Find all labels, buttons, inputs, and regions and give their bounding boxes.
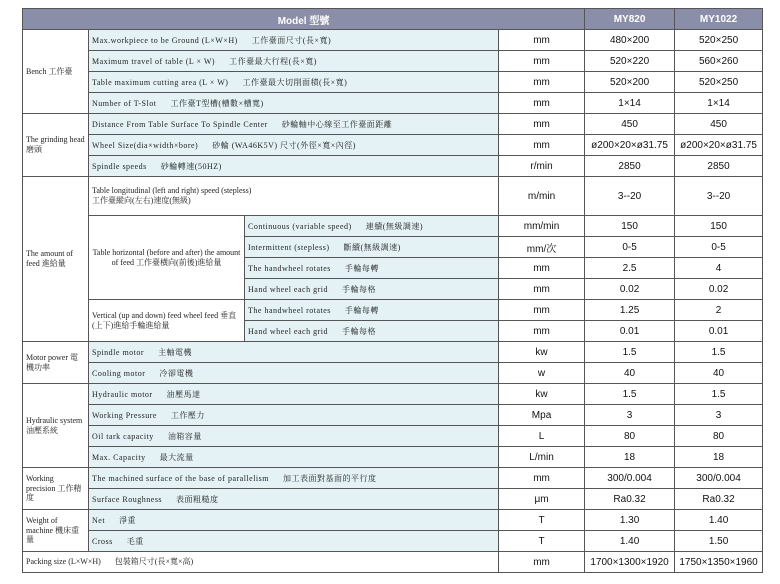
row-value-my820: 0-5: [585, 237, 675, 258]
subgroup-feed-horizontal: Table horizontal (before and after) the amount of feed 工作臺橫向(前後)進給量: [89, 216, 245, 300]
row-unit: mm: [499, 135, 585, 156]
row-label-zh: 手輪每轉: [344, 305, 379, 315]
row-value-my1022: 560×260: [675, 51, 763, 72]
row-value-my820: 3--20: [585, 177, 675, 216]
row-unit: L: [499, 426, 585, 447]
table-row: [23, 72, 763, 93]
row-unit: kw: [499, 342, 585, 363]
row-label: Max. Capacity: [92, 452, 146, 462]
group-motor: Motor power 電機功率: [23, 342, 89, 384]
row-value-my820: 18: [585, 447, 675, 468]
row-label-zh: 手輪每格: [341, 326, 376, 336]
row-unit: mm: [499, 258, 585, 279]
row-unit: mm: [499, 300, 585, 321]
table-row: [23, 468, 763, 489]
row-label-zh: 砂輪轉速(50HZ): [160, 161, 222, 171]
table-row: [23, 93, 763, 114]
row-value-my1022: 1.50: [675, 531, 763, 552]
row-value-my820: 0.01: [585, 321, 675, 342]
row-label-zh: 毛重: [126, 536, 144, 546]
row-unit: mm: [499, 93, 585, 114]
row-value-my1022: 18: [675, 447, 763, 468]
table-row: [23, 384, 763, 405]
table-row: [23, 426, 763, 447]
row-label: Wheel Size(dia×width×bore): [92, 140, 199, 150]
row-unit: μm: [499, 489, 585, 510]
row-label-zh: 砂輪軸中心線至工作臺面距離: [281, 119, 393, 129]
row-label-zh: 工作臺縱向(左右)速度(無級): [92, 196, 191, 205]
row-value-my1022: 520×250: [675, 30, 763, 51]
row-value-my820: 1.5: [585, 342, 675, 363]
row-value-my1022: 1.40: [675, 510, 763, 531]
row-label: Table longitudinal (left and right) speed (stepless): [92, 186, 252, 195]
row-label-zh: 砂輪 (WA46K5V) 尺寸(外徑×寬×內徑): [212, 140, 356, 150]
row-label: Hydraulic motor: [92, 389, 153, 399]
group-precision: Working precision 工作精度: [23, 468, 89, 510]
table-row: [23, 552, 763, 573]
table-row: [23, 531, 763, 552]
row-value-my1022: 3: [675, 405, 763, 426]
row-label-zh: 油箱容量: [167, 431, 202, 441]
row-value-my1022: 450: [675, 114, 763, 135]
table-row: [23, 363, 763, 384]
row-unit: kw: [499, 384, 585, 405]
row-value-my820: 80: [585, 426, 675, 447]
row-value-my1022: 1×14: [675, 93, 763, 114]
header-col-my1022: MY1022: [675, 9, 763, 30]
row-label: Spindle speeds: [92, 161, 147, 171]
row-value-my1022: 40: [675, 363, 763, 384]
row-value-my820: 1.25: [585, 300, 675, 321]
row-label: Number of T-Slot: [92, 98, 157, 108]
group-feed: The amount of feed 進給量: [23, 177, 89, 342]
row-label-zh: 加工表面對基面的平行度: [283, 473, 377, 483]
row-unit: mm: [499, 72, 585, 93]
row-label-zh: 手輪每格: [341, 284, 376, 294]
row-value-my820: ø200×20×ø31.75: [585, 135, 675, 156]
table-row: [23, 342, 763, 363]
row-value-my820: 1.5: [585, 384, 675, 405]
row-label: Spindle motor: [92, 347, 145, 357]
table-row: [23, 300, 763, 321]
row-value-my820: 1×14: [585, 93, 675, 114]
row-unit: mm: [499, 51, 585, 72]
table-row: [23, 510, 763, 531]
group-grinding-head: The grinding head 磨頭: [23, 114, 89, 177]
table-header: [23, 9, 763, 30]
row-label: Hand wheel each grid: [248, 326, 328, 336]
header-model: Model 型號: [23, 9, 585, 30]
row-label: Max.workpiece to be Ground (L×W×H): [92, 35, 238, 45]
row-value-my1022: Ra0.32: [675, 489, 763, 510]
row-value-my1022: ø200×20×ø31.75: [675, 135, 763, 156]
row-value-my820: 480×200: [585, 30, 675, 51]
group-bench: Bench 工作臺: [23, 30, 89, 114]
row-value-my820: 150: [585, 216, 675, 237]
row-label-zh: 工作壓力: [170, 410, 205, 420]
table-row: [23, 405, 763, 426]
row-value-my820: 520×220: [585, 51, 675, 72]
row-label-zh: 手輪每轉: [344, 263, 379, 273]
row-unit: mm: [499, 321, 585, 342]
row-value-my1022: 3--20: [675, 177, 763, 216]
table-row: [23, 114, 763, 135]
row-value-my1022: 80: [675, 426, 763, 447]
row-unit: Mpa: [499, 405, 585, 426]
row-unit: r/min: [499, 156, 585, 177]
row-value-my1022: 520×250: [675, 72, 763, 93]
row-label-zh: 最大流量: [159, 452, 194, 462]
row-label: Cooling motor: [92, 368, 146, 378]
row-value-my820: Ra0.32: [585, 489, 675, 510]
row-label-zh: 斷續(無級調速): [343, 242, 401, 252]
row-label: Surface Roughness: [92, 494, 163, 504]
row-label: Table maximum cutting area (L × W): [92, 77, 229, 87]
row-unit: mm/次: [499, 237, 585, 258]
table-row: [23, 30, 763, 51]
row-unit: mm: [499, 279, 585, 300]
row-label-zh: 工作臺T型槽(槽數×槽寬): [170, 98, 264, 108]
row-value-my1022: 4: [675, 258, 763, 279]
row-label: The machined surface of the base of parallelism: [92, 473, 269, 483]
row-label-zh: 連續(無級調速): [365, 221, 424, 231]
row-label-zh: 油壓馬達: [166, 389, 201, 399]
row-value-my1022: 0.01: [675, 321, 763, 342]
table-row: [23, 156, 763, 177]
table-row: [23, 177, 763, 216]
row-value-my820: 520×200: [585, 72, 675, 93]
row-label-zh: 工作臺最大切削面積(長×寬): [242, 77, 348, 87]
row-label: Distance From Table Surface To Spindle Center: [92, 119, 268, 129]
group-weight: Weight of machine 機床重量: [23, 510, 89, 552]
row-value-my820: 1700×1300×1920: [585, 552, 675, 573]
row-label-zh: 工作臺最大行程(長×寬): [229, 56, 317, 66]
group-hydraulic: Hydraulic system 油壓系統: [23, 384, 89, 468]
row-label-zh: 工作臺面尺寸(長×寬): [251, 35, 332, 45]
row-value-my820: 2850: [585, 156, 675, 177]
row-value-my1022: 1750×1350×1960: [675, 552, 763, 573]
row-value-my1022: 1.5: [675, 342, 763, 363]
row-value-my820: 450: [585, 114, 675, 135]
row-label-zh: 冷卻電機: [159, 368, 194, 378]
row-value-my820: 40: [585, 363, 675, 384]
row-unit: mm: [499, 552, 585, 573]
row-value-my1022: 2: [675, 300, 763, 321]
row-value-my1022: 2850: [675, 156, 763, 177]
row-value-my820: 2.5: [585, 258, 675, 279]
row-unit: mm: [499, 30, 585, 51]
row-unit: w: [499, 363, 585, 384]
row-label: Oil tark capacity: [92, 431, 154, 441]
row-label: Net: [92, 515, 106, 525]
row-unit: L/min: [499, 447, 585, 468]
row-value-my1022: 1.5: [675, 384, 763, 405]
row-label: Continuous (variable speed): [248, 221, 352, 231]
row-unit: mm/min: [499, 216, 585, 237]
row-unit: mm: [499, 468, 585, 489]
spec-table: [22, 8, 763, 573]
row-label-zh: 主軸電機: [158, 347, 193, 357]
row-value-my1022: 300/0.004: [675, 468, 763, 489]
row-label: Intermittent (stepless): [248, 242, 330, 252]
row-value-my820: 1.30: [585, 510, 675, 531]
subgroup-feed-vertical: Vertical (up and down) feed wheel feed 垂直(上下)進給手輪進給量: [89, 300, 245, 342]
row-value-my820: 0.02: [585, 279, 675, 300]
row-label: Hand wheel each grid: [248, 284, 328, 294]
row-label: The handwheel rotates: [248, 305, 331, 315]
row-value-my820: 1.40: [585, 531, 675, 552]
table-row: [23, 447, 763, 468]
row-value-my820: 3: [585, 405, 675, 426]
table-row: [23, 216, 763, 237]
row-label: Maximum travel of table (L × W): [92, 56, 216, 66]
table-row: [23, 51, 763, 72]
row-label: Packing size (L×W×H): [26, 557, 101, 566]
row-value-my1022: 0-5: [675, 237, 763, 258]
table-row: [23, 489, 763, 510]
row-value-my820: 300/0.004: [585, 468, 675, 489]
header-col-my820: MY820: [585, 9, 675, 30]
row-unit: T: [499, 510, 585, 531]
row-label-zh: 表面粗糙度: [176, 494, 219, 504]
row-value-my1022: 0.02: [675, 279, 763, 300]
row-label: Working Pressure: [92, 410, 157, 420]
row-label: Cross: [92, 536, 113, 546]
table-row: [23, 135, 763, 156]
row-unit: T: [499, 531, 585, 552]
row-unit: mm: [499, 114, 585, 135]
row-label-zh: 包裝箱尺寸(長×寬×高): [114, 557, 194, 566]
row-label: The handwheel rotates: [248, 263, 331, 273]
row-unit: m/min: [499, 177, 585, 216]
row-label-zh: 淨重: [119, 515, 137, 525]
row-value-my1022: 150: [675, 216, 763, 237]
